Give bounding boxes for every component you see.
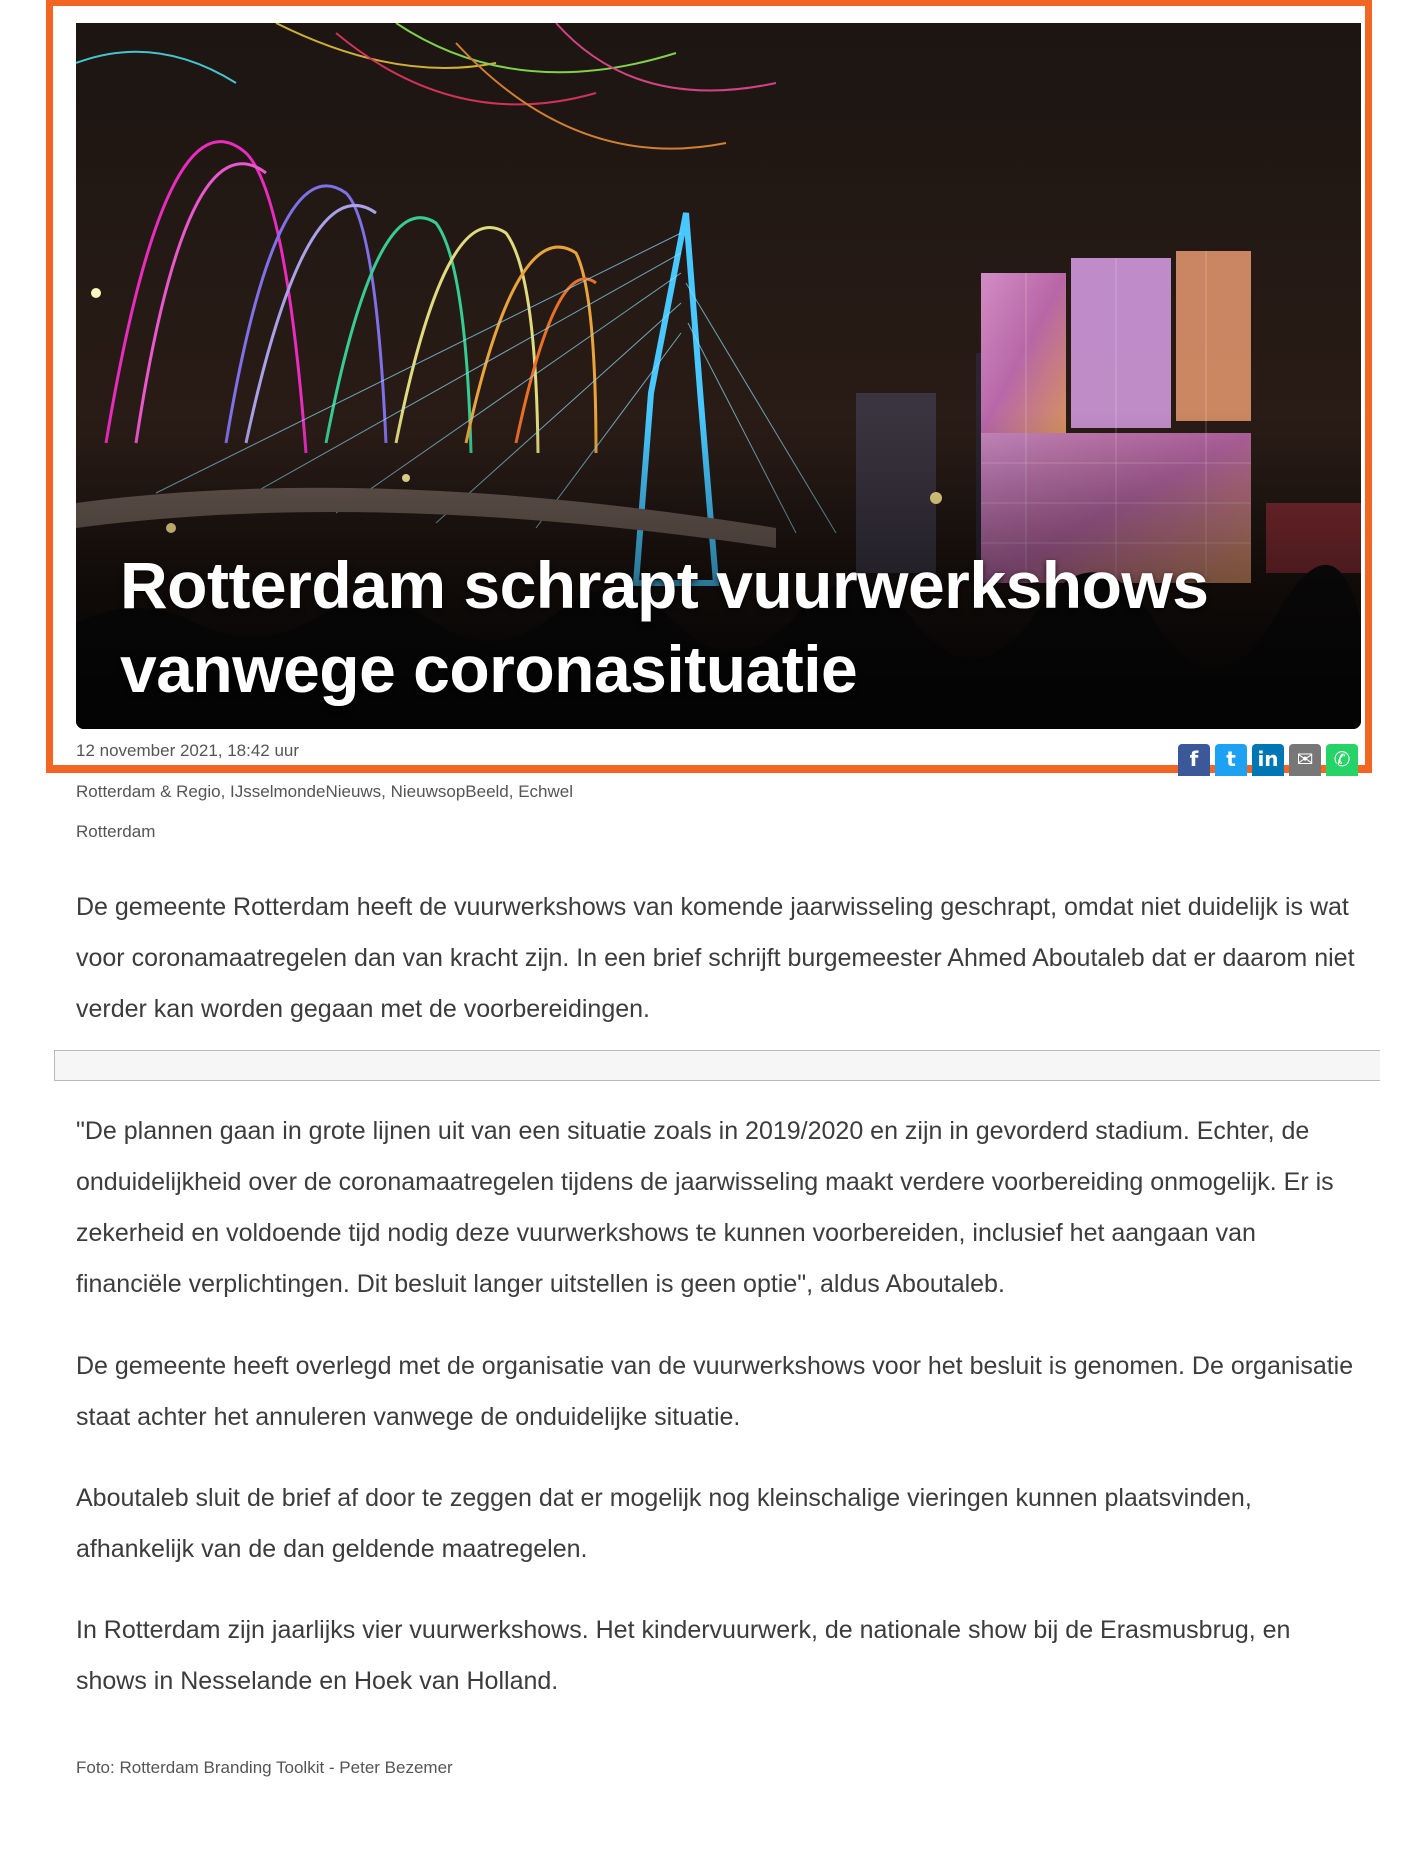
source-list[interactable]: Rotterdam & Regio, IJsselmondeNieuws, NieuwsopBeeld, Echwel: [76, 782, 574, 801]
linkedin-icon[interactable]: in: [1252, 744, 1284, 776]
article-lead: De gemeente Rotterdam heeft de vuurwerkshows van komende jaarwisseling geschrapt, omdat niet duidelijk is wat voor coronamaatregelen dan van kracht zijn. In een brief schrijft burgemeester Ahmed Aboutaleb dat er daarom niet verder kan worden gegaan met de voorbereidingen.: [76, 893, 1355, 1023]
whatsapp-icon[interactable]: ✆: [1326, 744, 1358, 776]
twitter-icon[interactable]: t: [1215, 744, 1247, 776]
hero-image: [76, 23, 1361, 729]
article-paragraph: Aboutaleb sluit de brief af door te zeggen dat er mogelijk nog kleinschalige vieringen kunnen plaatsvinden, afhankelijk van de dan geldende maatregelen.: [76, 1484, 1252, 1563]
title-line-1: Rotterdam schrapt vuurwerkshows: [120, 548, 1209, 622]
article-title: [120, 543, 1320, 711]
facebook-icon[interactable]: f: [1178, 744, 1210, 776]
article-paragraph: De gemeente heeft overlegd met de organisatie van de vuurwerkshows voor het besluit is genomen. De organisatie staat achter het annuleren vanwege de onduidelijke situatie.: [76, 1352, 1354, 1431]
mail-icon[interactable]: ✉: [1289, 744, 1321, 776]
share-bar: [1178, 744, 1358, 776]
ad-placeholder: [54, 1050, 1380, 1081]
article-paragraph: In Rotterdam zijn jaarlijks vier vuurwerkshows. Het kindervuurwerk, de nationale show bij de Erasmusbrug, en shows in Nesselande en Hoek van Holland.: [76, 1616, 1291, 1695]
title-line-2: vanwege coronasituatie: [120, 632, 858, 706]
photo-credit: Foto: Rotterdam Branding Toolkit - Peter Bezemer: [76, 1758, 453, 1777]
article-paragraph: "De plannen gaan in grote lijnen uit van een situatie zoals in 2019/2020 en zijn in gevorderd stadium. Echter, de onduidelijkheid over de coronamaatregelen tijdens de jaarwisseling maakt verdere voorbereiding onmogelijk. Er is zekerheid en voldoende tijd nodig deze vuurwerkshows te kunnen voorbereiden, inclusief het aangaan van financiële verplichtingen. Dit besluit langer uitstellen is geen optie", aldus Aboutaleb.: [76, 1117, 1334, 1298]
location-tag[interactable]: Rotterdam: [76, 822, 156, 841]
publish-date: 12 november 2021, 18:42 uur: [76, 741, 300, 760]
